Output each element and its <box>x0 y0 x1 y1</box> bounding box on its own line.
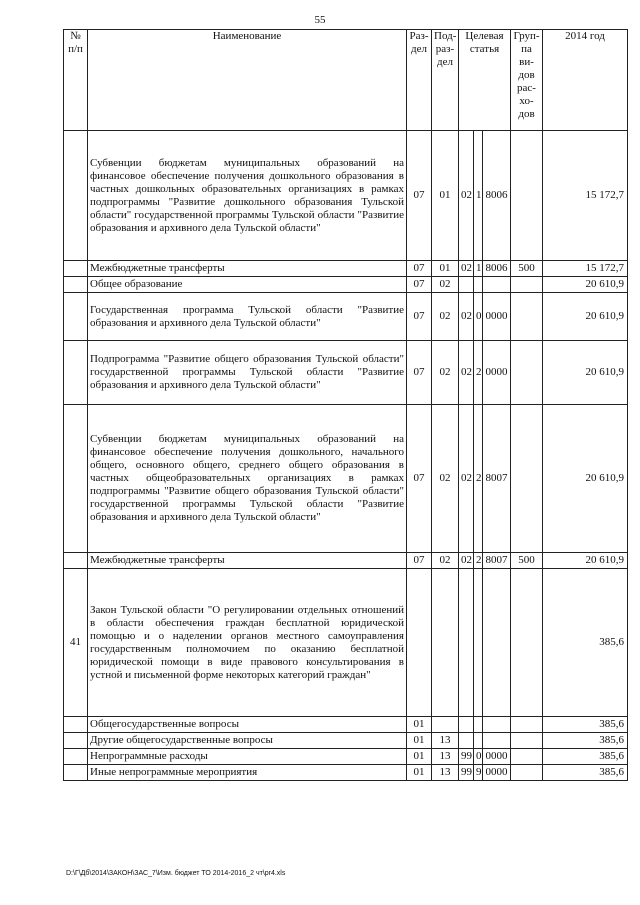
header-year: 2014 год <box>543 30 628 131</box>
row-group <box>511 717 543 733</box>
row-target-2: 2 <box>474 405 483 553</box>
table-row <box>64 553 628 569</box>
footer-file-path: D:\Г\Дб\2014\ЗАКОН\ЗАС_7\Изм. бюджет ТО 2014-2016_2 чт\pr4.xls <box>66 870 286 877</box>
row-group <box>511 749 543 765</box>
header-group: Груп-па ви-дов рас-хо-дов <box>511 30 543 131</box>
row-target-3: 8007 <box>483 553 511 569</box>
row-target-3: 0000 <box>483 765 511 781</box>
row-name: Межбюджетные трансферты <box>88 553 407 569</box>
table-row <box>64 405 628 553</box>
row-amount: 385,6 <box>543 733 628 749</box>
row-razdel: 01 <box>407 749 432 765</box>
row-podrazdel: 13 <box>432 733 459 749</box>
row-target-3 <box>483 733 511 749</box>
row-razdel: 01 <box>407 733 432 749</box>
row-amount: 20 610,9 <box>543 553 628 569</box>
row-target-3: 8007 <box>483 405 511 553</box>
row-num: 41 <box>64 569 88 717</box>
row-name: Подпрограмма "Развитие общего образования Тульской области" государственной программы Тульской области "Развитие образования и архивного дела Тульской области" <box>88 341 407 405</box>
row-target-3: 0000 <box>483 293 511 341</box>
row-num <box>64 765 88 781</box>
row-amount: 385,6 <box>543 765 628 781</box>
row-target-1: 02 <box>459 341 474 405</box>
row-razdel <box>407 569 432 717</box>
row-target-3 <box>483 717 511 733</box>
row-name: Непрограммные расходы <box>88 749 407 765</box>
row-num <box>64 405 88 553</box>
row-num <box>64 293 88 341</box>
row-amount: 385,6 <box>543 749 628 765</box>
header-target: Целевая статья <box>459 30 511 131</box>
row-target-1: 02 <box>459 131 474 261</box>
row-amount: 385,6 <box>543 569 628 717</box>
table-row <box>64 341 628 405</box>
row-group <box>511 765 543 781</box>
header-num: № п/п <box>64 30 88 131</box>
row-name: Межбюджетные трансферты <box>88 261 407 277</box>
header-row <box>64 30 628 131</box>
row-target-3: 0000 <box>483 749 511 765</box>
row-razdel: 01 <box>407 765 432 781</box>
row-target-2 <box>474 717 483 733</box>
row-group <box>511 131 543 261</box>
row-podrazdel: 13 <box>432 765 459 781</box>
row-num <box>64 717 88 733</box>
row-podrazdel: 01 <box>432 261 459 277</box>
row-name: Общее образование <box>88 277 407 293</box>
table-row <box>64 293 628 341</box>
row-group <box>511 405 543 553</box>
row-razdel: 07 <box>407 261 432 277</box>
row-target-2: 2 <box>474 341 483 405</box>
row-target-1 <box>459 717 474 733</box>
table-row <box>64 131 628 261</box>
table-row <box>64 717 628 733</box>
row-name: Иные непрограммные мероприятия <box>88 765 407 781</box>
row-group: 500 <box>511 261 543 277</box>
table-row <box>64 733 628 749</box>
row-target-1: 99 <box>459 749 474 765</box>
row-target-1: 02 <box>459 293 474 341</box>
table-row <box>64 749 628 765</box>
row-podrazdel: 13 <box>432 749 459 765</box>
row-podrazdel <box>432 569 459 717</box>
row-num <box>64 553 88 569</box>
row-target-2: 0 <box>474 749 483 765</box>
row-num <box>64 131 88 261</box>
row-target-1 <box>459 569 474 717</box>
row-num <box>64 733 88 749</box>
row-group <box>511 293 543 341</box>
row-name: Субвенции бюджетам муниципальных образований на финансовое обеспечение получения дошкольного, начального общего, основного общего, среднего общего образования в частных общеобразовательных организациях в рамках подпрограммы "Развитие общего образования Тульской области" государственной программы Тульской области "Развитие образования и архивного дела Тульской области" <box>88 405 407 553</box>
row-podrazdel: 02 <box>432 293 459 341</box>
table-row <box>64 261 628 277</box>
row-amount: 20 610,9 <box>543 341 628 405</box>
row-target-3 <box>483 277 511 293</box>
row-name: Государственная программа Тульской области "Развитие образования и архивного дела Тульской области" <box>88 293 407 341</box>
row-amount: 15 172,7 <box>543 131 628 261</box>
row-name: Закон Тульской области "О регулировании отдельных отношений в области обеспечения граждан бесплатной юридической помощью и о наделении органов местного самоуправления государственным полномочием по оказанию бесплатной юридической помощи в виде правового консультирования в устной и письменной форме некоторых категорий граждан" <box>88 569 407 717</box>
header-name: Наименование <box>88 30 407 131</box>
row-target-3: 8006 <box>483 131 511 261</box>
table-row <box>64 765 628 781</box>
row-podrazdel: 01 <box>432 131 459 261</box>
row-target-2: 2 <box>474 553 483 569</box>
page-number: 55 <box>314 14 326 26</box>
row-num <box>64 341 88 405</box>
row-target-2: 1 <box>474 261 483 277</box>
budget-table <box>63 29 628 781</box>
row-target-2 <box>474 733 483 749</box>
row-target-1: 99 <box>459 765 474 781</box>
row-group <box>511 569 543 717</box>
row-amount: 15 172,7 <box>543 261 628 277</box>
row-amount: 20 610,9 <box>543 405 628 553</box>
table-row <box>64 277 628 293</box>
row-target-2: 1 <box>474 131 483 261</box>
header-razdel: Раз-дел <box>407 30 432 131</box>
header-podrazdel: Под-раз-дел <box>432 30 459 131</box>
row-group <box>511 277 543 293</box>
row-podrazdel: 02 <box>432 341 459 405</box>
table-row <box>64 569 628 717</box>
row-podrazdel <box>432 717 459 733</box>
row-target-3 <box>483 569 511 717</box>
row-podrazdel: 02 <box>432 405 459 553</box>
row-target-1 <box>459 277 474 293</box>
row-target-1 <box>459 733 474 749</box>
row-razdel: 07 <box>407 405 432 553</box>
row-podrazdel: 02 <box>432 277 459 293</box>
row-target-1: 02 <box>459 261 474 277</box>
row-podrazdel: 02 <box>432 553 459 569</box>
row-num <box>64 261 88 277</box>
row-group <box>511 733 543 749</box>
row-num <box>64 277 88 293</box>
row-razdel: 07 <box>407 553 432 569</box>
row-group: 500 <box>511 553 543 569</box>
row-name: Общегосударственные вопросы <box>88 717 407 733</box>
row-name: Другие общегосударственные вопросы <box>88 733 407 749</box>
row-amount: 385,6 <box>543 717 628 733</box>
row-target-2 <box>474 569 483 717</box>
row-razdel: 07 <box>407 293 432 341</box>
row-name: Субвенции бюджетам муниципальных образований на финансовое обеспечение получения дошкольного образования в частных дошкольных образовательных организациях в рамках подпрограммы "Развитие дошкольного образования Тульской области" государственной программы Тульской области "Развитие образования и архивного дела Тульской области" <box>88 131 407 261</box>
row-amount: 20 610,9 <box>543 277 628 293</box>
row-num <box>64 749 88 765</box>
row-target-3: 0000 <box>483 341 511 405</box>
row-razdel: 07 <box>407 277 432 293</box>
row-razdel: 01 <box>407 717 432 733</box>
row-target-3: 8006 <box>483 261 511 277</box>
row-target-2: 0 <box>474 293 483 341</box>
row-target-2 <box>474 277 483 293</box>
row-razdel: 07 <box>407 341 432 405</box>
row-amount: 20 610,9 <box>543 293 628 341</box>
row-target-1: 02 <box>459 553 474 569</box>
row-group <box>511 341 543 405</box>
row-razdel: 07 <box>407 131 432 261</box>
row-target-1: 02 <box>459 405 474 553</box>
row-target-2: 9 <box>474 765 483 781</box>
